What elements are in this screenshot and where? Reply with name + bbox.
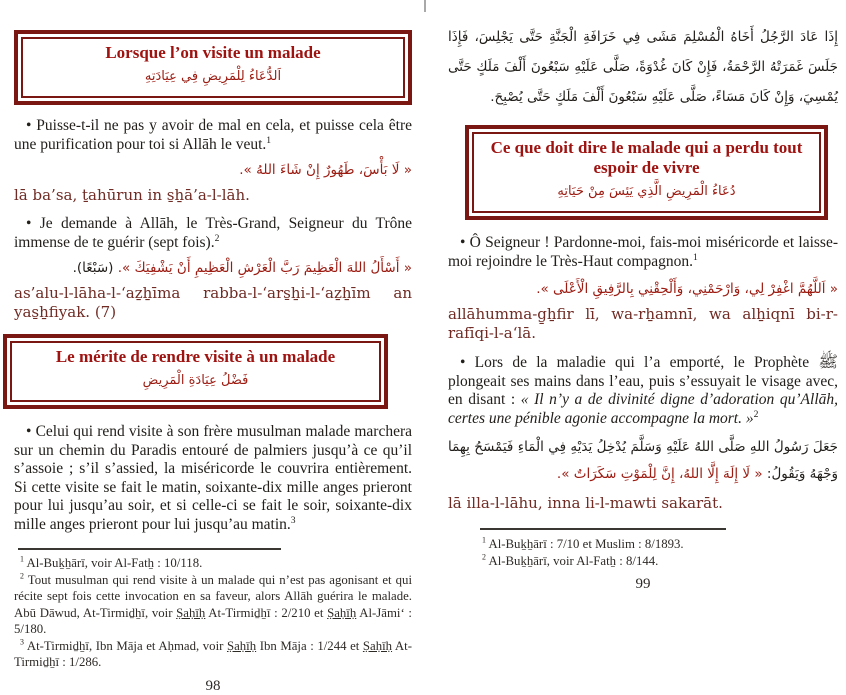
section-title-arabic: اَلدُّعَاءُ لِلْمَرِيضِ فِي عِيَادَتِهِ: [144, 69, 282, 84]
bullet-paragraph: • Je demande à Allāh, le Très-Grand, Seigneur du Trône immense de te guérir (sept fois).$^2$: [14, 215, 412, 251]
page-spine-mark: [424, 0, 426, 12]
footnote-item: $^1$ Al-Buḵẖārī, voir Al-Fatẖ : 10/118.: [20, 554, 203, 570]
footnote-separator: [480, 528, 726, 530]
page-right: [448, 22, 838, 593]
bullet-paragraph: • Lors de la maladie qui l’a emporté, le Prophète ﷺ plongeait ses mains dans l’eau, puis s’essuyait le visage avec, en disant : « Il n’y a de divinité digne d’adoration qu’Allāh, certes une pénible agonie accompagne la mort. »$^2$: [448, 352, 838, 427]
section-title-arabic: فَضْلُ عِيَادَةِ الْمَرِيضِ: [142, 373, 249, 388]
transliteration-line: lā illa-l-lāhu, inna li-l-mawti sakarāt.: [448, 494, 723, 512]
footnote-item: $^2$ Al-Buḵẖārī, voir Al-Fatẖ : 8/144.: [482, 552, 659, 568]
bullet-paragraph: • Puisse-t-il ne pas y avoir de mal en cela, et puisse cela être une purification pour toi si Allāh le veut.$^1$: [14, 117, 412, 153]
footnote-item: $^3$ At-Tirmiḏẖī, Ibn Māja et Aḥmad, voir Ṣaḥīḥ Ibn Māja : 1/244 et Ṣaḥīḥ At-Tirmiḏẖī : 1/286.: [14, 637, 412, 669]
section-title-box-merite-visite: [3, 334, 388, 409]
title-box-inner: [10, 341, 381, 402]
title-box-inner: [21, 37, 405, 98]
footnotes: [14, 555, 412, 671]
footnotes: [448, 536, 838, 569]
bullet-paragraph: • Ô Seigneur ! Pardonne-moi, fais-moi miséricorde et laisse-moi rejoindre le Très-Haut compagnon.$^1$: [448, 234, 838, 270]
bullet-paragraph: • Celui qui rend visite à son frère musulman malade marchera sur un chemin du Paradis entouré de palmiers jusqu’à ce qu’il s’assoie ; s’il s’assied, la miséricorde le couvrira entièrement. Si cette visite se fait le matin, soixante-dix mille anges prieront pour lui jusqu’au soir, et si celle-ci se fait le soir, soixante-dix mille anges prieront pour lui jusqu’au matin.$^3$: [14, 423, 412, 533]
page-number-left: 98: [205, 677, 221, 694]
section-title-box-malade-espoir: [465, 125, 828, 220]
title-box-inner: [472, 132, 821, 213]
section-title: Le mérite de rendre visite à un malade: [55, 347, 336, 366]
footnote-item: $^1$ Al-Buḵẖārī : 7/10 et Muslim : 8/1893.: [482, 535, 684, 551]
transliteration-line: lā ba’sa, ṯahūrun in s̱ẖā’a-l-lāh.: [14, 186, 250, 204]
section-title-arabic: دُعَاءُ الْمَرِيضِ الَّذِي يَئِسَ مِنْ حَيَاتِهِ: [557, 184, 736, 199]
page-left: [14, 30, 412, 695]
transliteration-line: as’alu-l-lāha-l-‘aẕẖīma rabba-l-‘ars̱ẖi-l-‘aẕẖīm an yas̱ẖfiyak. (7): [14, 284, 412, 321]
arabic-quote: « لَا بَأْسَ، طَهُورٌ إِنْ شَاءَ اللهُ ».: [239, 162, 412, 178]
section-title-box-visite-malade: [14, 30, 412, 105]
arabic-quote: « أَسْأَلُ اللهَ الْعَظِيمَ رَبَّ الْعَرْشِ الْعَظِيمِ أَنْ يَشْفِيَكَ ». (سَبْعًا).: [72, 260, 412, 276]
footnote-item: $^2$ Tout musulman qui rend visite à un malade qui n’est pas agonisant et qui récite sept fois cette invocation en sa faveur, alors Allāh guérira le malade. Abū Dāwud, At-Tirmiḏẖī, voir Ṣaḥīḥ At-Tirmiḏẖī : 2/210 et Ṣaḥīḥ Al-Jāmi‘ : 5/180.: [14, 571, 412, 636]
footnote-separator: [18, 548, 281, 550]
transliteration-line: allāhumma-g̱ẖfir lī, wa-rẖamnī, wa alẖiqnī bi-r-rafīqi-l-a‘lā.: [448, 305, 838, 342]
arabic-hadith-block: إِذَا عَادَ الرَّجُلُ أَخَاهُ الْمُسْلِمَ مَشَى فِي خَرَافَةِ الْجَنَّةِ حَتَّى يَجْلِسَ، فَإِذَا جَلَسَ غَمَرَتْهُ الرَّحْمَةُ، فَإِنْ كَانَ غُدْوَةً، صَلَّى عَلَيْهِ سَبْعُونَ أَلْفَ مَلَكٍ حَتَّى يُمْسِيَ، وَإِنْ كَانَ مَسَاءً، صَلَّى عَلَيْهِ سَبْعُونَ أَلْفَ مَلَكٍ حَتَّى يُصْبِحَ.: [448, 29, 838, 105]
arabic-hadith-block: جَعَلَ رَسُولُ اللهِ صَلَّى اللهُ عَلَيْهِ وَسَلَّمَ يُدْخِلُ يَدَيْهِ فِي الْمَاءِ فَيَمْسَحُ بِهِمَا وَجْهَهُ وَيَقُولُ: « لَا إِلَهَ إِلَّا اللهُ، إِنَّ لِلْمَوْتِ سَكَرَاتٌ ».: [448, 439, 838, 482]
section-title: Ce que doit dire le malade qui a perdu tout espoir de vivre: [490, 138, 803, 177]
arabic-quote: « اَللَّهُمَّ اغْفِرْ لِي، وَارْحَمْنِي، وَأَلْحِقْنِي بِالرَّفِيقِ الْأَعْلَى ».: [536, 281, 838, 297]
page-number-right: 99: [635, 576, 651, 592]
section-title: Lorsque l’on visite un malade: [105, 43, 321, 62]
